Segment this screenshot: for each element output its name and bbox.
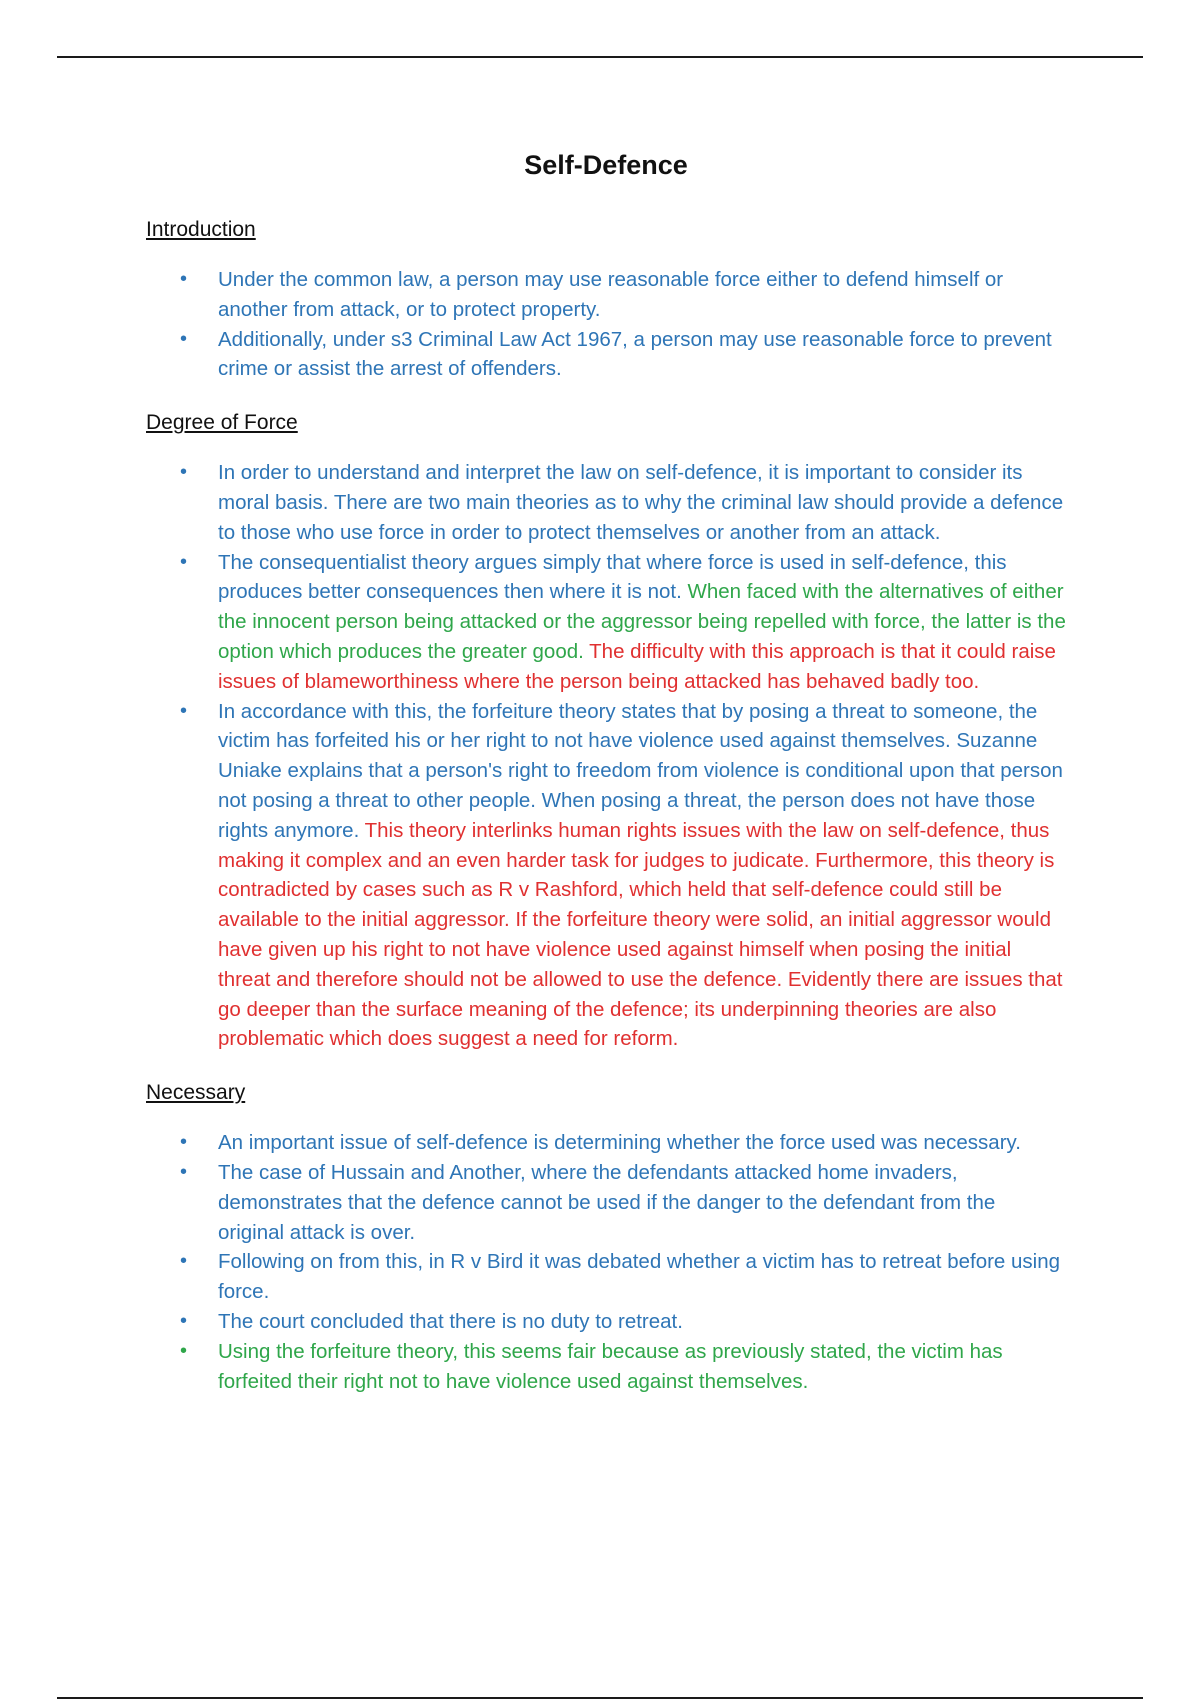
list-item-text: The court concluded that there is no duty to retreat. [218, 1309, 683, 1333]
section-heading-introduction: Introduction [146, 218, 256, 241]
bullet-icon: • [180, 461, 188, 484]
list-item-text-red: The difficulty with this approach is that it could raise issues of blameworthiness where the person being attacked has behaved badly too. [218, 639, 1056, 693]
bullet-icon: • [180, 1131, 188, 1154]
bullet-icon: • [180, 1339, 188, 1362]
footer-rule [57, 1697, 1143, 1699]
list-item [146, 1158, 1066, 1247]
bullet-list-introduction [146, 265, 1066, 384]
document-page [146, 145, 1066, 1420]
header-rule [57, 56, 1143, 58]
list-item-text: Additionally, under s3 Criminal Law Act 1967, a person may use reasonable force to prevent crime or assist the arrest of offenders. [218, 327, 1052, 381]
bullet-icon: • [180, 1250, 188, 1273]
list-item-text: The case of Hussain and Another, where the defendants attacked home invaders, demonstrates that the defence cannot be used if the danger to the defendant from the original attack is over. [218, 1160, 996, 1244]
bullet-icon: • [180, 1309, 188, 1332]
list-item-text-red: This theory interlinks human rights issues with the law on self-defence, thus making it complex and an even harder task for judges to judicate. Furthermore, this theory is contradicted by cases such as R v Rashford, which held that self-defence could still be available to the initial aggressor. If the forfeiture theory were solid, an initial aggressor would have given up his right to not have violence used against himself when posing the initial threat and therefore should not be allowed to use the defence. Evidently there are issues that go deeper than the surface meaning of the defence; its underpinning theories are also problematic which does suggest a need for reform. [218, 818, 1063, 1051]
list-item-text: In order to understand and interpret the law on self-defence, it is important to consider its moral basis. There are two main theories as to why the criminal law should provide a defence to those who use force in order to protect themselves or another from an attack. [218, 461, 1064, 544]
list-item-text: The consequentialist theory argues simply that where force is used in self-defence, this produces better consequences then where it is not. [218, 550, 1007, 604]
list-item [146, 458, 1066, 547]
section-heading-necessary: Necessary [146, 1081, 246, 1105]
bullet-icon: • [180, 1160, 188, 1183]
list-item [146, 1247, 1066, 1307]
bullet-icon: • [180, 268, 188, 290]
list-item-text: Under the common law, a person may use reasonable force either to defend himself or another from attack, or to protect property. [218, 268, 1004, 321]
list-item-text: Following on from this, in R v Bird it was debated whether a victim has to retreat before using force. [218, 1250, 1061, 1304]
list-item [146, 697, 1066, 1055]
list-item [146, 548, 1066, 697]
bullet-icon: • [180, 327, 188, 350]
list-item-text-green: Using the forfeiture theory, this seems fair because as previously stated, the victim has forfeited their right not to have violence used against themselves. [218, 1339, 1003, 1393]
list-item [146, 1337, 1066, 1397]
section-heading-degree-of-force: Degree of Force [146, 411, 298, 435]
bullet-list-necessary [146, 1128, 1066, 1396]
list-item [146, 1128, 1066, 1158]
list-item-text: In accordance with this, the forfeiture theory states that by posing a threat to someone, the victim has forfeited his or her right to not have violence used against themselves. Suzanne Uniake explains that a person's right to freedom from violence is conditional upon that person not posing a threat to other people. When posing a threat, the person does not have those rights anymore. [218, 699, 1063, 842]
list-item-text: An important issue of self-defence is determining whether the force used was necessary. [218, 1131, 1021, 1155]
bullet-icon: • [180, 699, 188, 722]
list-item-text-green: When faced with the alternatives of either the innocent person being attacked or the aggressor being repelled with force, the latter is the option which produces the greater good. [218, 580, 1066, 663]
list-item [146, 265, 1066, 325]
list-item [146, 1307, 1066, 1337]
bullet-list-degree-of-force [146, 458, 1066, 1054]
list-item [146, 325, 1066, 385]
bullet-icon: • [180, 550, 188, 573]
document-title: Self-Defence [524, 150, 688, 180]
